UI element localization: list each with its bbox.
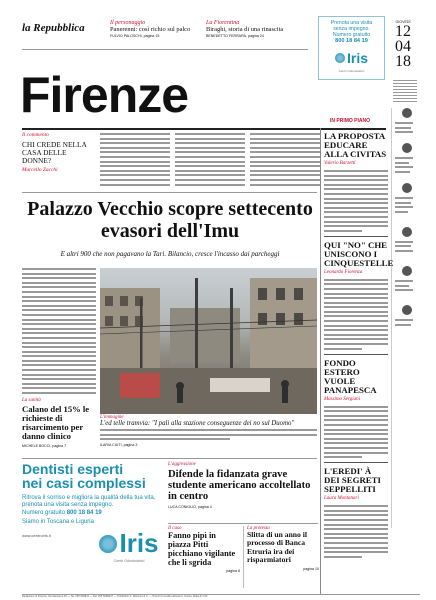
sanita-headline: Calano del 15% le richieste di risarcimento per danno clinico: [22, 404, 90, 441]
main-headline[interactable]: Palazzo Vecchio scopre settecento evasori dell'Imu: [27, 198, 313, 242]
protesta-block[interactable]: [247, 526, 319, 571]
right-story-headline: L'EREDI' À DEI SEGRETI SEPPELLITI: [324, 466, 381, 495]
right-story-author: Leonardo Fiorenza: [324, 269, 363, 275]
right-story-4[interactable]: [324, 467, 388, 558]
protesta-kicker: La protesta: [247, 526, 270, 531]
photo-byline: ILARIA CIUTI, pagina 3: [100, 442, 138, 447]
sanita-kicker: La sanità: [22, 398, 41, 403]
sanita-byline: MICHELE BOCCI, pagina 7: [22, 444, 67, 448]
iris-tagline: Centri Odontoiatrici: [113, 559, 145, 563]
teaser-byline: BENEDETTO FERRARA, pagina 24: [206, 34, 264, 38]
photo-caption-block[interactable]: [100, 415, 317, 447]
iris-brand: Iris: [346, 50, 368, 66]
ad-phone: 800 18 84 19: [335, 38, 368, 44]
caso-headline: Fanno pipì in piazza Pitti picchiano vigilante che li sgrida: [168, 531, 236, 567]
barcode-icon: [393, 80, 417, 102]
right-story-headline: QUI "NO" CHE UNISCONO I CINQUESTELLE: [324, 239, 394, 268]
right-story-author: Valerio Barzetti: [324, 161, 356, 166]
weather-icon: [402, 266, 412, 276]
ad-phone-label: Numero gratuito: [22, 510, 66, 516]
main-subhead: E altri 900 che non pagavano la Tari. Bilancio, cresce l'incasso dai parcheggi: [60, 250, 280, 258]
main-body-text: [22, 268, 96, 397]
commento-author: Marcello Zacchi: [22, 167, 58, 173]
teaser-personaggio[interactable]: [110, 20, 196, 38]
ad-headline-1: Dentisti esperti: [22, 461, 124, 477]
ad-line1: Prenota una visita: [330, 20, 373, 26]
protesta-byline: pagina 10: [303, 566, 319, 571]
commento-headline: CHI CREDE NELLA CASA DELLE DONNE?: [22, 140, 87, 165]
right-story-headline: FONDO ESTERO VUOLE PANAPESCA: [324, 357, 377, 395]
teaser-byline: FULVIO PALOSCHI, pagina 15: [110, 34, 160, 38]
date-weekday: GIOVEDÌ: [395, 20, 411, 24]
commento-block[interactable]: [22, 132, 94, 173]
ad-line3: Numero gratuito: [332, 32, 371, 38]
right-story-author: Massimo Sergiani: [324, 396, 361, 402]
iris-logo: [328, 47, 376, 69]
date-day: 12: [395, 23, 411, 40]
ad-footer: Siamo in Toscana e Liguria: [22, 519, 94, 525]
right-story-2[interactable]: [324, 239, 394, 350]
aggressione-kicker: L'aggressione: [168, 462, 196, 467]
ad-phone[interactable]: 800 18 84 19: [66, 510, 102, 516]
teaser-headline: Panerenni: così richio sul palco: [110, 26, 191, 33]
right-strip: [391, 80, 419, 600]
commento-kicker: Il commento: [22, 132, 49, 138]
aggressione-byline: LUCA CONIGLIO, pagina 4: [168, 505, 212, 509]
caso-block[interactable]: [168, 526, 240, 573]
strip-index: [391, 108, 419, 528]
teaser-kicker: Il personaggio: [110, 20, 146, 26]
protesta-headline: Slitta di un anno il processo di Banca Etruria ira dei risparmiatori: [247, 530, 307, 565]
bottom-ad-logo: [93, 528, 165, 563]
aggressione-headline: Difende la fidanzata grave studente americano accoltellato in centro: [168, 469, 311, 502]
iris-tagline: Centri Odontoiatrici: [338, 69, 365, 73]
iris-mark-icon: [99, 535, 117, 553]
ad-headline-2: nei casi complessi: [22, 475, 146, 491]
iris-brand: Iris: [119, 528, 159, 558]
page-footer: Redazione di Firenze: Via Alamanni 25 — Tel. 055 506811 — Fax 055 5068227 — Pubblicità: A. Manzoni & C. — Prezzi di vendita all'estero: Grecia, Malta € 2,50: [22, 595, 208, 598]
date-box: [388, 20, 418, 69]
right-story-1[interactable]: [324, 132, 388, 232]
weather-icon: [402, 143, 412, 153]
teaser-kicker: La Fiorentina: [206, 20, 240, 26]
caso-byline: pagina 8: [226, 569, 240, 573]
sanita-block[interactable]: [22, 398, 96, 448]
caso-kicker: Il caso: [168, 526, 182, 531]
aggressione-block[interactable]: [168, 462, 318, 509]
weather-icon: [402, 183, 412, 193]
right-story-author: Laura Montanari: [324, 496, 359, 502]
section-label: IN PRIMO PIANO: [330, 118, 371, 124]
teaser-fiorentina[interactable]: [206, 20, 298, 38]
iris-mark-icon: [335, 53, 345, 63]
date-year: 18: [395, 53, 411, 70]
weather-icon: [402, 108, 412, 118]
ad-body: Ritrova il sorriso e migliora la qualità della tua vita, prenota una visita senza impegno.: [22, 495, 156, 508]
photo-kicker: L'immagine: [100, 415, 124, 420]
weather-icon: [402, 305, 412, 315]
newspaper-logo: la Repubblica: [22, 22, 85, 34]
photo-scene: [100, 268, 317, 414]
date-month: 04: [395, 38, 411, 55]
teaser-headline: Biraghi, storia di una rinascita: [206, 26, 284, 33]
ad-url[interactable]: www.centroiris.it: [22, 533, 51, 538]
right-story-3[interactable]: [324, 359, 388, 459]
header-ad-box[interactable]: [318, 16, 385, 80]
weather-icon: [402, 227, 412, 237]
bottom-ad[interactable]: [22, 462, 162, 592]
ad-line2: senza impegno.: [333, 26, 370, 32]
commento-text-columns: [100, 133, 320, 189]
right-story-headline: LA PROPOSTA EDUCARE ALLA CIVITAS: [324, 131, 387, 159]
photo-caption: L'ed telle tramvia: "I pali alla stazione conseguenze dei no sul Duomo": [100, 420, 295, 427]
edition-title: Firenze: [20, 67, 189, 123]
right-column: [324, 131, 394, 560]
main-photo[interactable]: [100, 268, 317, 414]
